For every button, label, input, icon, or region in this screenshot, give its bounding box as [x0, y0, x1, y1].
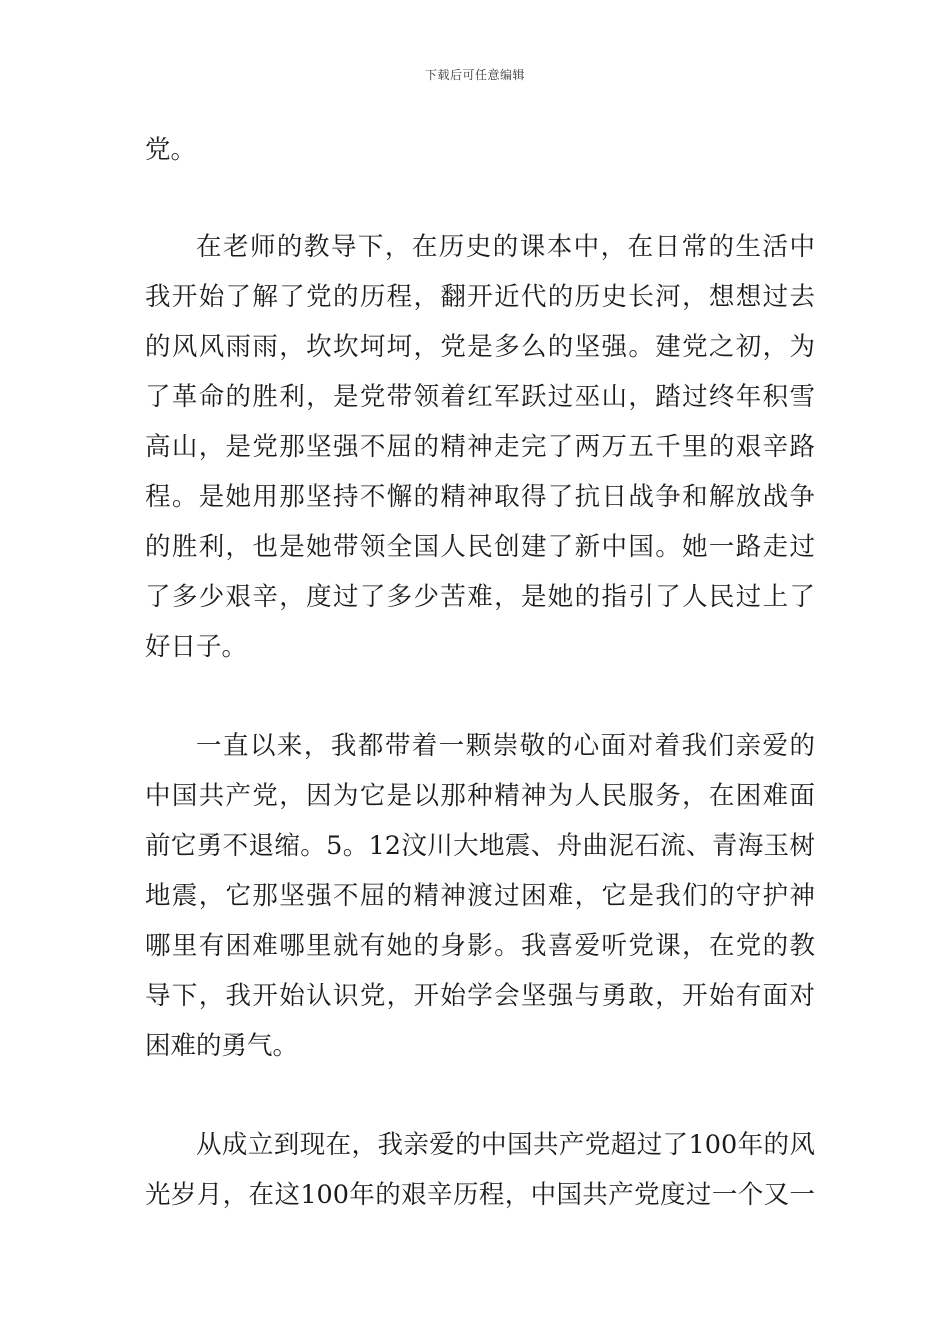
text-line: 程。是她用那坚持不懈的精神取得了抗日战争和解放战争 [145, 482, 815, 512]
text-line: 从成立到现在，我亲爱的中国共产党超过了100年的风 [196, 1130, 815, 1160]
text-line: 我开始了解了党的历程，翻开近代的历史长河，想想过去 [145, 282, 815, 312]
page-header: 下载后可任意编辑 [424, 68, 525, 82]
text-line: 了多少艰辛，度过了多少苦难，是她的指引了人民过上了 [145, 582, 815, 612]
text-line: 导下，我开始认识党，开始学会坚强与勇敢，开始有面对 [145, 981, 815, 1011]
text-line: 的风风雨雨，坎坎坷坷，党是多么的坚强。建党之初，为 [145, 332, 815, 362]
text-line: 困难的勇气。 [145, 1031, 299, 1061]
text-line: 中国共产党，因为它是以那种精神为人民服务，在困难面 [145, 781, 815, 811]
text-line: 高山，是党那坚强不屈的精神走完了两万五千里的艰辛路 [145, 432, 815, 462]
text-line: 了革命的胜利，是党带领着红军跃过巫山，踏过终年积雪 [145, 382, 815, 412]
text-line: 好日子。 [145, 632, 248, 662]
text-line: 哪里有困难哪里就有她的身影。我喜爱听党课，在党的教 [145, 931, 815, 961]
text-line: 党。 [145, 135, 197, 165]
text-line: 的胜利，也是她带领全国人民创建了新中国。她一路走过 [145, 532, 815, 562]
text-line: 地震，它那坚强不屈的精神渡过困难，它是我们的守护神 [145, 881, 815, 911]
text-line: 在老师的教导下，在历史的课本中，在日常的生活中 [196, 232, 815, 262]
text-line: 前它勇不退缩。5。12汶川大地震、舟曲泥石流、青海玉树 [145, 831, 815, 861]
text-line: 光岁月，在这100年的艰辛历程，中国共产党度过一个又一 [145, 1180, 815, 1210]
text-line: 一直以来，我都带着一颗崇敬的心面对着我们亲爱的 [196, 731, 815, 761]
